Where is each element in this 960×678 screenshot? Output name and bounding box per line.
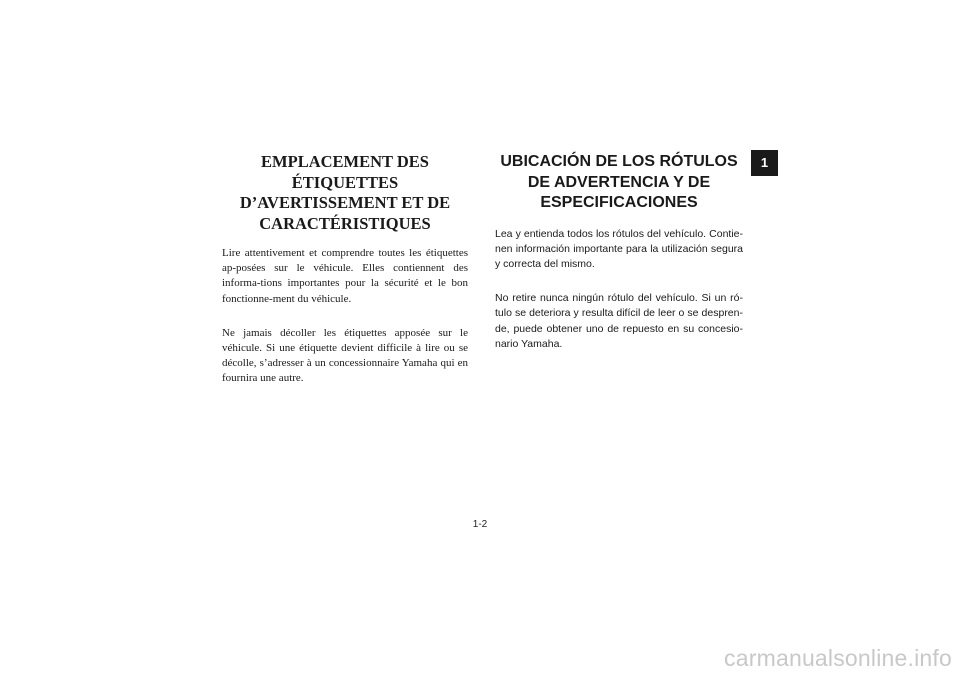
spanish-paragraph-2: No retire nunca ningún rótulo del vehículo. Si un ró-tulo se deteriora y resulta difícil de leer o se despren-de, puede obtener uno de repuesto en su concesio-nario Yamaha.	[495, 292, 743, 350]
spanish-paragraph-1: Lea y entienda todos los rótulos del vehículo. Contie-nen información importante para la utilización segura y correcta del mismo.	[495, 227, 743, 270]
french-column	[222, 152, 468, 406]
french-paragraph-2: Ne jamais décoller les étiquettes apposée sur le véhicule. Si une étiquette devient difficile à lire ou se décolle, s’adresser à un concessionnaire Yamaha qui en fournira une autre.	[222, 326, 468, 385]
watermark-link[interactable]: carmanualsonline.info	[724, 645, 952, 671]
spanish-section-title: UBICACIÓN DE LOS RÓTULOS DE ADVERTENCIA Y DE ESPECIFICACIONES	[500, 153, 738, 211]
french-paragraph-1: Lire attentivement et comprendre toutes les étiquettes ap-posées sur le véhicule. Elles contiennent des informa-tions importantes pour la sécurité et le bon fonctionne-ment du véhicule.	[222, 247, 468, 305]
page-number: 1-2	[472, 519, 488, 530]
french-section-title: EMPLACEMENT DES ÉTIQUETTES D’AVERTISSEMENT ET DE CARACTÉRISTIQUES	[239, 152, 451, 233]
chapter-tab: 1	[751, 150, 778, 176]
spanish-column	[495, 152, 743, 371]
